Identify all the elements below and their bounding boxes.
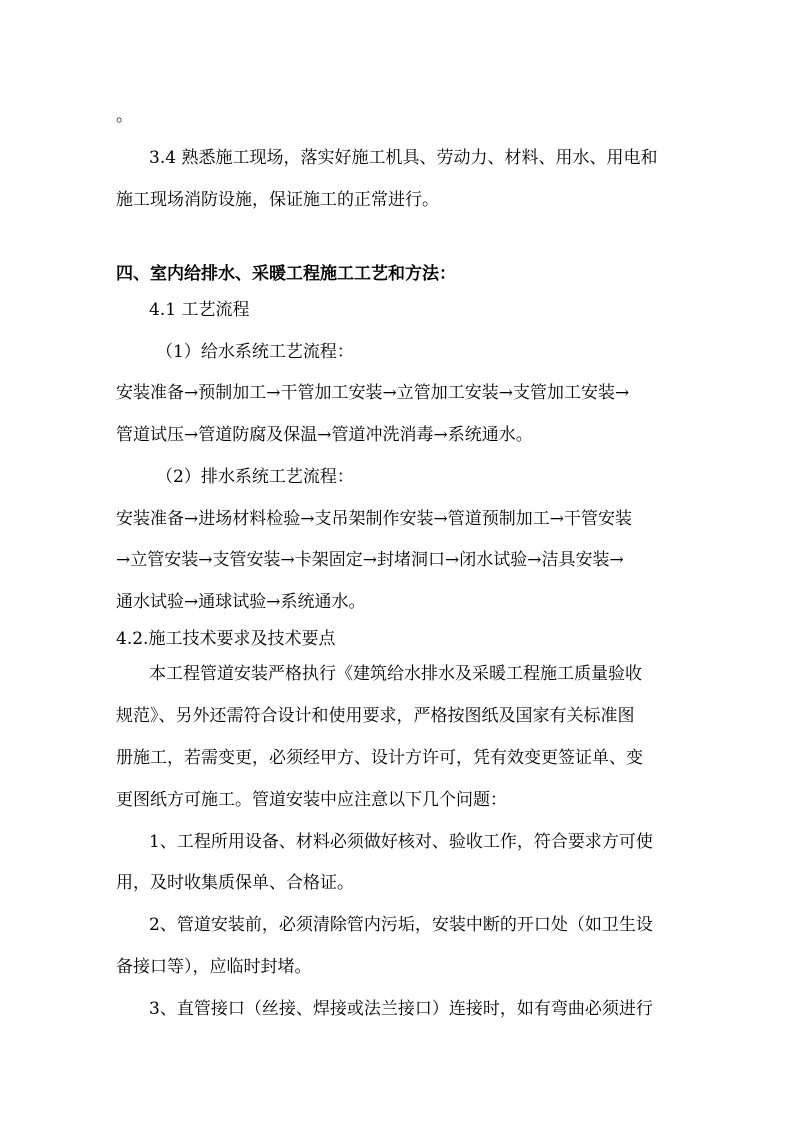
item-2-line-1: 2、管道安装前，必须清除管内污垢，安装中断的开口处（如卫生设 bbox=[149, 915, 653, 935]
item-1-line-1: 1、工程所用设备、材料必须做好核对、验收工作，符合要求方可使 bbox=[149, 832, 653, 852]
drainage-flow-line-3: 通水试验→通球试验→系统通水。 bbox=[116, 592, 366, 612]
paragraph-4-2-line-2: 规范》、另外还需符合设计和使用要求，严格按图纸及国家有关标准图 bbox=[116, 706, 635, 726]
text-line-3-4-cont: 施工现场消防设施，保证施工的正常进行。 bbox=[116, 190, 439, 210]
water-supply-flow-line-2: 管道试压→管道防腐及保温→管道冲洗消毒→系统通水。 bbox=[116, 425, 533, 445]
text-line-3-4: 3.4 熟悉施工现场，落实好施工机具、劳动力、材料、用水、用电和 bbox=[149, 148, 658, 168]
paragraph-4-2-line-4: 更图纸方可施工。管道安装中应注意以下几个问题： bbox=[116, 790, 507, 810]
paragraph-4-2-line-3: 册施工，若需变更，必须经甲方、设计方许可，凭有效变更签证单、变 bbox=[116, 748, 643, 768]
subheading-4-1: 4.1 工艺流程 bbox=[149, 300, 250, 320]
subheading-drainage: （2）排水系统工艺流程： bbox=[156, 467, 354, 487]
subheading-4-2: 4.2.施工技术要求及技术要点 bbox=[116, 629, 336, 649]
drainage-flow-line-2: →立管安装→支管安装→卡架固定→封堵洞口→闭水试验→洁具安装→ bbox=[116, 550, 624, 570]
item-1-line-2: 用，及时收集质保单、合格证。 bbox=[116, 873, 354, 893]
paragraph-4-2-line-1: 本工程管道安装严格执行《建筑给水排水及采暖工程施工质量验收 bbox=[149, 664, 642, 684]
section-heading-4: 四、室内给排水、采暖工程施工工艺和方法： bbox=[116, 264, 456, 284]
subheading-water-supply: （1）给水系统工艺流程： bbox=[156, 342, 354, 362]
text-line-period: 。 bbox=[116, 106, 133, 126]
water-supply-flow-line-1: 安装准备→预制加工→干管加工安装→立管加工安装→支管加工安装→ bbox=[116, 383, 630, 403]
item-2-line-2: 备接口等），应临时封堵。 bbox=[116, 957, 312, 977]
item-3-line-1: 3、直管接口（丝接、焊接或法兰接口）连接时，如有弯曲必须进行 bbox=[149, 999, 653, 1019]
drainage-flow-line-1: 安装准备→进场材料检验→支吊架制作安装→管道预制加工→干管安装 bbox=[116, 509, 632, 529]
